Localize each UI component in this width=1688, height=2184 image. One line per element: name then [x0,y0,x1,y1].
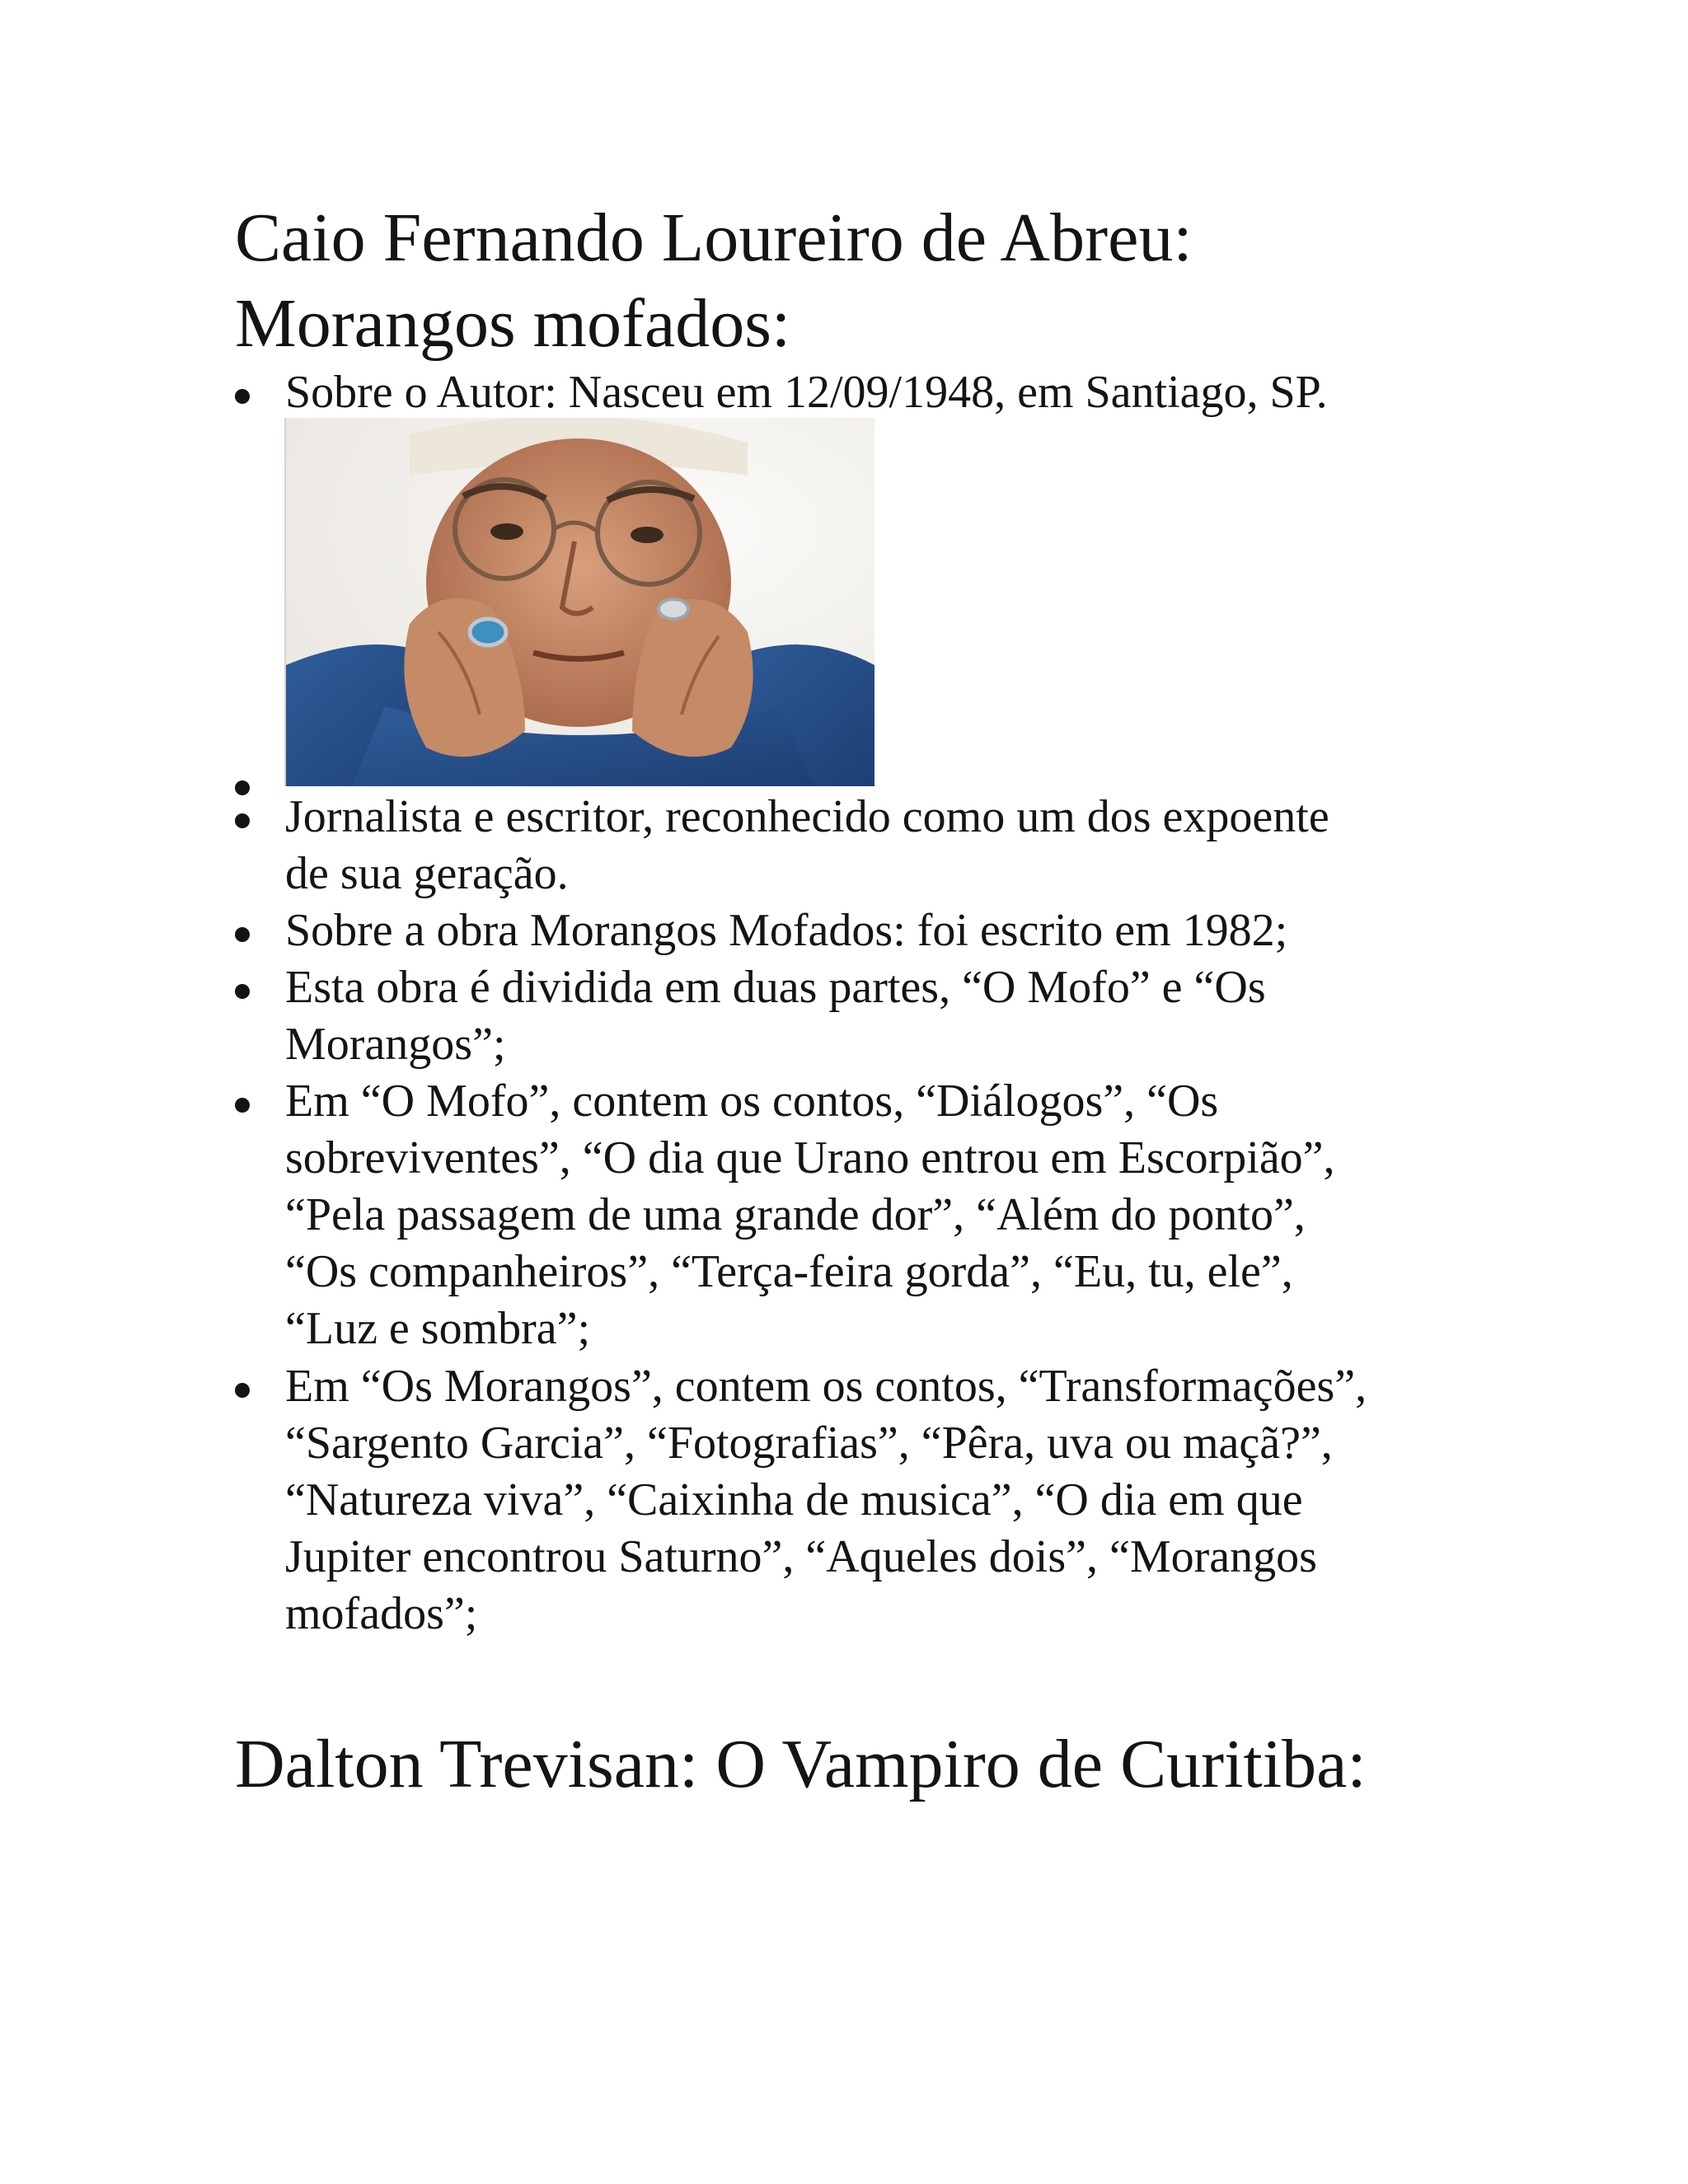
list-item-text: Esta obra é dividida em duas partes, “O Mofo” e “Os Morangos”; [285,962,1266,1070]
bullet-icon [235,927,250,942]
section-title-dalton-trevisan: Dalton Trevisan: O Vampiro de Curitiba: [235,1726,1367,1802]
bullet-icon [235,813,250,828]
list-item-text: Sobre o Autor: Nasceu em 12/09/1948, em Santiago, SP. [285,367,1328,418]
bullet-icon [235,1383,250,1398]
bullet-icon [235,780,250,795]
author-photo [284,418,874,786]
list-item-text: Sobre a obra Morangos Mofados: foi escrito em 1982; [285,905,1288,956]
bullet-icon [235,984,250,999]
list-item-text: Jornalista e escritor, reconhecido como um dos expoente de sua geração. [285,791,1329,899]
section-title-caio-fernando: Caio Fernando Loureiro de Abreu: Morangos mofados: [235,199,1193,362]
list-item-text: Em “O Mofo”, contem os contos, “Diálogos”, “Os sobreviventes”, “O dia que Urano entrou em Escorpião”, “Pela passagem de uma grande dor”, “Além do ponto”, “Os companheiros”, “Terça-feira gorda”, “Eu, tu, ele”, “Luz e sombra”; [285,1076,1335,1354]
bullet-icon [235,389,250,404]
list-item-text: Em “Os Morangos”, contem os contos, “Transformações”, “Sargento Garcia”, “Fotografias”, “Pêra, uva ou maçã?”, “Natureza viva”, “Caixinha de musica”, “O dia em que Jupiter encontrou Saturno”, “Aqueles dois”, “Morangos mofados”; [285,1361,1367,1639]
bullet-icon [235,1098,250,1113]
author-portrait-illustration [286,418,874,786]
